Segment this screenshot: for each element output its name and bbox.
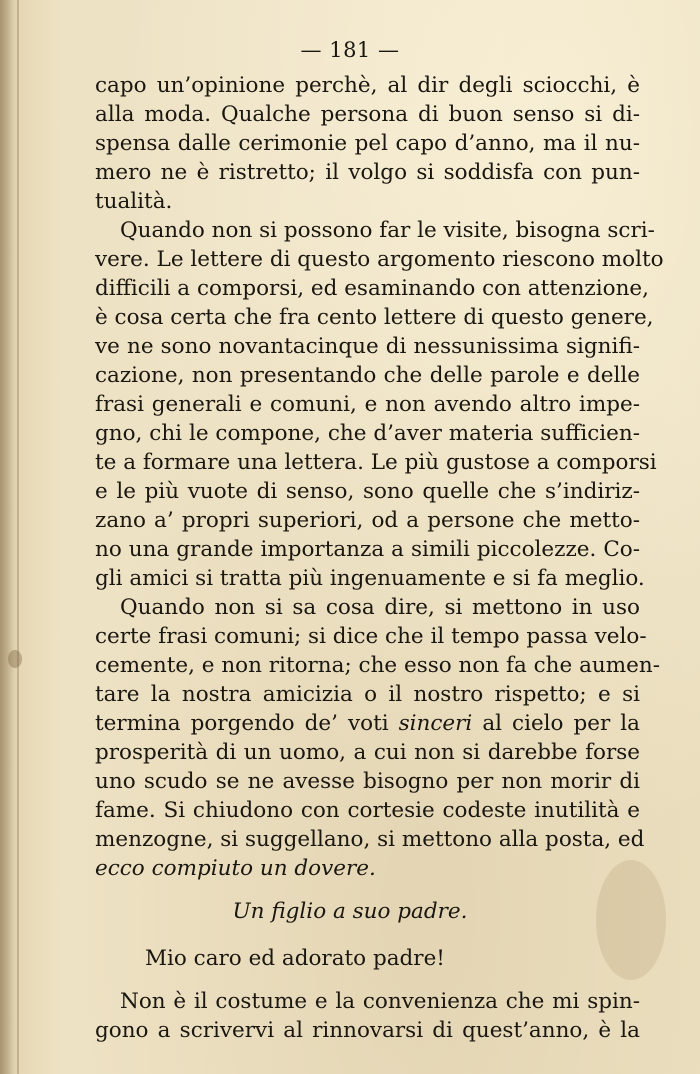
text-line: alla moda. Qualche persona di buon senso si di- [95, 102, 640, 127]
text-line: capo un’opinione perchè, al dir degli sciocchi, è [95, 73, 640, 98]
text-line: è cosa certa che fra cento lettere di questo genere, [95, 305, 654, 330]
text-line: menzogne, si suggellano, si mettono alla posta, ed [95, 827, 645, 852]
text-line: termina porgendo de’ voti sinceri al cielo per la [95, 711, 640, 736]
page-number: — 181 — [300, 38, 400, 62]
text-line: fame. Si chiudono con cortesie codeste inutilità e [95, 798, 640, 823]
text-line: e le più vuote di senso, sono quelle che s’indiriz- [95, 479, 640, 504]
paper-stain [8, 650, 22, 668]
text-line: Non è il costume e la convenienza che mi spin- [120, 989, 640, 1014]
text-line: cazione, non presentando che delle parole e delle [95, 363, 640, 388]
text-line: frasi generali e comuni, e non avendo altro impe- [95, 392, 640, 417]
text-line: spensa dalle cerimonie pel capo d’anno, ma il nu- [95, 131, 640, 156]
text-line: mero ne è ristretto; il volgo si soddisfa con pun- [95, 160, 640, 185]
text-line: difficili a comporsi, ed esaminando con attenzione, [95, 276, 649, 301]
text-line: ve ne sono novantacinque di nessunissima signifi- [95, 334, 640, 359]
text-line: te a formare una lettera. Le più gustose a comporsi [95, 450, 657, 475]
letter-heading: Un figlio a suo padre. [232, 899, 468, 924]
text-line: certe frasi comuni; si dice che il tempo passa velo- [95, 624, 647, 649]
text-line: ecco compiuto un dovere. [95, 856, 376, 881]
text-line: cemente, e non ritorna; che esso non fa che aumen- [95, 653, 660, 678]
text-line: Quando non si sa cosa dire, si mettono in uso [120, 595, 640, 620]
text-line: zano a’ propri superiori, od a persone che metto- [95, 508, 640, 533]
text-line: prosperità di un uomo, a cui non si darebbe forse [95, 740, 640, 765]
text-line: vere. Le lettere di questo argomento riescono molto [95, 247, 664, 272]
text-line: gli amici si tratta più ingenuamente e si fa meglio. [95, 566, 645, 591]
text-line: no una grande importanza a simili piccolezze. Co- [95, 537, 640, 562]
text-line: tare la nostra amicizia o il nostro rispetto; e si [95, 682, 640, 707]
letter-salutation: Mio caro ed adorato padre! [145, 946, 445, 971]
text-line: gono a scrivervi al rinnovarsi di quest’anno, è la [95, 1018, 640, 1043]
text-line: Quando non si possono far le visite, bisogna scri- [120, 218, 655, 243]
text-line: gno, chi le compone, che d’aver materia sufficien- [95, 421, 640, 446]
text-line: tualità. [95, 189, 173, 214]
text-line: uno scudo se ne avesse bisogno per non morir di [95, 769, 640, 794]
